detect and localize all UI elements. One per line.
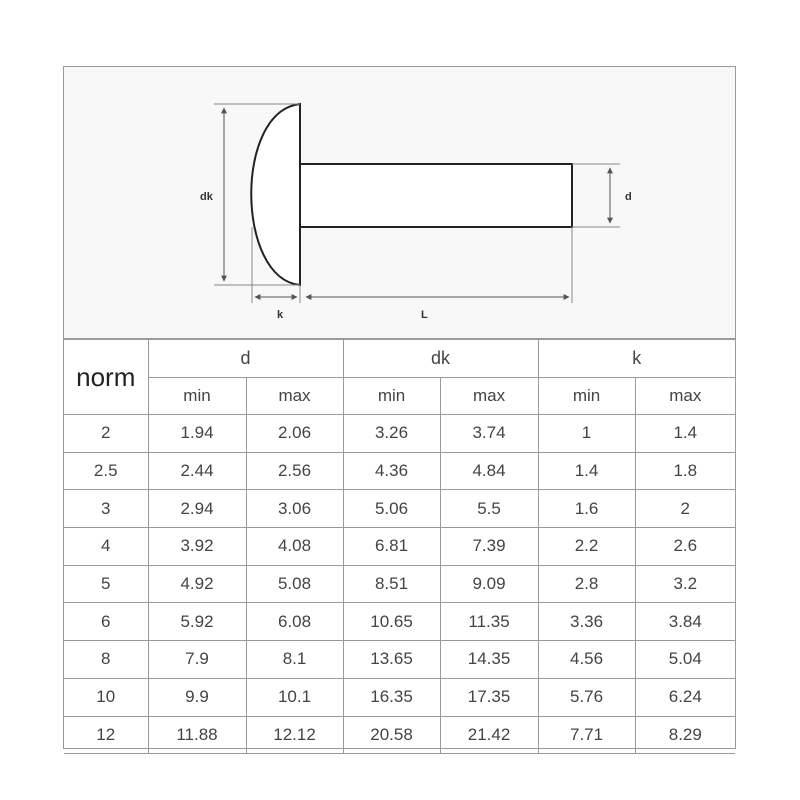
table-row <box>64 641 735 679</box>
d-min-cell: 11.88 <box>148 716 246 754</box>
norm-cell: 8 <box>64 641 148 679</box>
dimension-table <box>64 339 735 754</box>
k-min-cell: 4.56 <box>538 641 635 679</box>
table-row <box>64 490 735 528</box>
dk-min-cell: 4.36 <box>343 452 440 490</box>
d-max-cell: 3.06 <box>246 490 343 528</box>
d-min-cell: 4.92 <box>148 565 246 603</box>
rivet-head-shape <box>251 104 300 285</box>
k-min-cell: 7.71 <box>538 716 635 754</box>
k-min-cell: 2.8 <box>538 565 635 603</box>
d-max-cell: 10.1 <box>246 678 343 716</box>
k-max-cell: 1.4 <box>635 415 735 453</box>
d-label: d <box>625 191 632 203</box>
rivet-diagram <box>64 67 735 338</box>
table-header-row <box>64 340 735 378</box>
norm-cell: 2 <box>64 415 148 453</box>
dk-min-header: min <box>343 378 440 415</box>
norm-cell: 10 <box>64 678 148 716</box>
L-label: L <box>421 309 428 321</box>
dk-max-cell: 14.35 <box>440 641 538 679</box>
table-row <box>64 678 735 716</box>
dk-min-cell: 8.51 <box>343 565 440 603</box>
dk-min-cell: 3.26 <box>343 415 440 453</box>
d-min-cell: 2.44 <box>148 452 246 490</box>
dk-min-cell: 16.35 <box>343 678 440 716</box>
d-min-cell: 7.9 <box>148 641 246 679</box>
dk-max-cell: 11.35 <box>440 603 538 641</box>
k-max-cell: 2.6 <box>635 528 735 566</box>
norm-cell: 12 <box>64 716 148 754</box>
k-max-cell: 3.84 <box>635 603 735 641</box>
dk-max-cell: 4.84 <box>440 452 538 490</box>
dk-label: dk <box>200 191 213 203</box>
table-row <box>64 528 735 566</box>
norm-cell: 4 <box>64 528 148 566</box>
table-row <box>64 415 735 453</box>
k-max-cell: 2 <box>635 490 735 528</box>
rivet-drawing-panel <box>64 67 735 339</box>
norm-cell: 3 <box>64 490 148 528</box>
d-min-header: min <box>148 378 246 415</box>
d-min-cell: 9.9 <box>148 678 246 716</box>
norm-cell: 6 <box>64 603 148 641</box>
k-min-cell: 1.6 <box>538 490 635 528</box>
k-min-cell: 5.76 <box>538 678 635 716</box>
d-min-cell: 5.92 <box>148 603 246 641</box>
d-max-cell: 5.08 <box>246 565 343 603</box>
table-body <box>64 415 735 754</box>
dk-max-header: max <box>440 378 538 415</box>
d-max-cell: 12.12 <box>246 716 343 754</box>
norm-cell: 2.5 <box>64 452 148 490</box>
k-max-cell: 6.24 <box>635 678 735 716</box>
d-max-cell: 2.06 <box>246 415 343 453</box>
d-min-cell: 2.94 <box>148 490 246 528</box>
d-group-header: d <box>148 340 343 378</box>
spec-sheet <box>63 66 736 749</box>
k-group-header: k <box>538 340 735 378</box>
norm-cell: 5 <box>64 565 148 603</box>
k-max-cell: 8.29 <box>635 716 735 754</box>
k-min-cell: 1 <box>538 415 635 453</box>
dk-min-cell: 20.58 <box>343 716 440 754</box>
table-subheader-row <box>64 378 735 415</box>
d-max-cell: 4.08 <box>246 528 343 566</box>
rivet-shank-shape <box>300 164 572 227</box>
d-min-cell: 3.92 <box>148 528 246 566</box>
norm-header: norm <box>64 340 148 415</box>
table-row <box>64 565 735 603</box>
dk-max-cell: 5.5 <box>440 490 538 528</box>
d-max-cell: 2.56 <box>246 452 343 490</box>
dk-max-cell: 21.42 <box>440 716 538 754</box>
k-label: k <box>277 309 284 321</box>
dk-max-cell: 3.74 <box>440 415 538 453</box>
dk-min-cell: 13.65 <box>343 641 440 679</box>
k-min-header: min <box>538 378 635 415</box>
table-row <box>64 603 735 641</box>
dk-max-cell: 17.35 <box>440 678 538 716</box>
d-min-cell: 1.94 <box>148 415 246 453</box>
dk-min-cell: 10.65 <box>343 603 440 641</box>
k-min-cell: 1.4 <box>538 452 635 490</box>
k-min-cell: 2.2 <box>538 528 635 566</box>
table-row <box>64 716 735 754</box>
dk-group-header: dk <box>343 340 538 378</box>
k-max-cell: 3.2 <box>635 565 735 603</box>
k-max-cell: 5.04 <box>635 641 735 679</box>
k-max-header: max <box>635 378 735 415</box>
d-max-cell: 8.1 <box>246 641 343 679</box>
dk-max-cell: 9.09 <box>440 565 538 603</box>
k-max-cell: 1.8 <box>635 452 735 490</box>
k-min-cell: 3.36 <box>538 603 635 641</box>
dk-max-cell: 7.39 <box>440 528 538 566</box>
table-row <box>64 452 735 490</box>
d-max-cell: 6.08 <box>246 603 343 641</box>
dk-min-cell: 6.81 <box>343 528 440 566</box>
dk-min-cell: 5.06 <box>343 490 440 528</box>
d-max-header: max <box>246 378 343 415</box>
